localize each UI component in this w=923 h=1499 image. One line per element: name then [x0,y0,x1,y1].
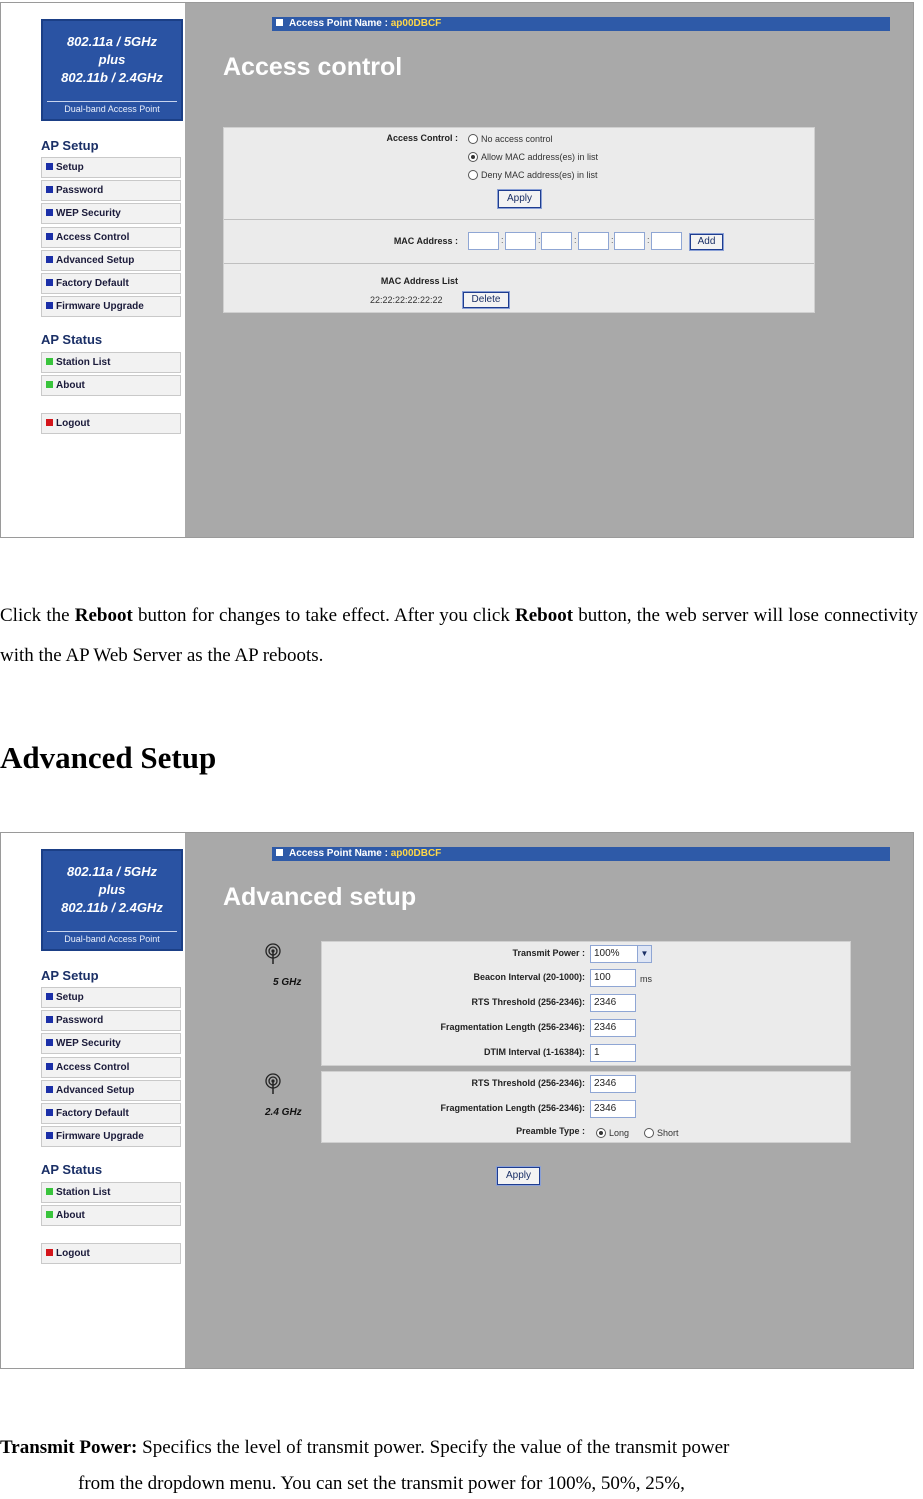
nav-bullet-icon [46,302,53,309]
square-bullet-icon [276,849,283,856]
mac-list-label: MAC Address List [380,276,458,286]
nav-bullet-icon [46,1211,53,1218]
rts-threshold-5-input[interactable]: 2346 [590,994,636,1012]
nav-bullet-icon [46,381,53,388]
screenshot-advanced-setup [0,832,914,1369]
apply-button[interactable]: Apply [497,1167,540,1185]
nav-bullet-icon [46,1016,53,1023]
mac-separator: : [501,235,504,245]
nav-factory-default[interactable]: Factory Default [41,273,181,294]
radio-icon [644,1128,654,1138]
mac-address-label: MAC Address : [393,236,458,246]
fragmentation-5-label: Fragmentation Length (256-2346): [440,1022,585,1032]
access-control-panel [223,127,815,313]
nav-bullet-icon [46,233,53,240]
radio-allow-mac[interactable]: Allow MAC address(es) in list [468,152,598,162]
chevron-down-icon: ▼ [637,946,651,962]
nav-about[interactable]: About [41,1205,181,1226]
nav-access-control[interactable]: Access Control [41,1057,181,1078]
radio-icon [468,134,478,144]
nav-firmware-upgrade[interactable]: Firmware Upgrade [41,1126,181,1147]
radio-preamble-long[interactable]: Long [596,1128,629,1138]
screenshot-access-control [0,2,914,538]
section-heading: Advanced Setup [0,740,217,775]
nav-password[interactable]: Password [41,1010,181,1031]
mac-separator: : [647,235,650,245]
ap-name-value: ap00DBCF [390,848,442,859]
ap-name-bar: Access Point Name : ap00DBCF [272,17,890,31]
nav-bullet-icon [46,1063,53,1070]
sidebar [1,3,185,537]
nav-bullet-icon [46,1249,53,1256]
nav-logout[interactable]: Logout [41,413,181,434]
radio-selected-icon [468,152,478,162]
add-button[interactable]: Add [690,234,723,250]
antenna-24ghz-icon [263,1073,283,1095]
nav-setup[interactable]: Setup [41,987,181,1008]
nav-bullet-icon [46,1039,53,1046]
page-title: Advanced setup [223,883,417,911]
nav-firmware-upgrade[interactable]: Firmware Upgrade [41,296,181,317]
mac-octet-1-input[interactable] [468,232,499,250]
nav-factory-default[interactable]: Factory Default [41,1103,181,1124]
nav-bullet-icon [46,186,53,193]
nav-wep-security[interactable]: WEP Security [41,203,181,224]
beacon-interval-input[interactable]: 100 [590,969,636,987]
ap-setup-title: AP Setup [41,968,99,983]
nav-bullet-icon [46,358,53,365]
nav-bullet-icon [46,1132,53,1139]
beacon-interval-label: Beacon Interval (20-1000): [473,972,585,982]
apply-button[interactable]: Apply [498,190,541,208]
five-ghz-panel [321,941,851,1066]
mac-separator: : [611,235,614,245]
nav-bullet-icon [46,419,53,426]
mac-octet-6-input[interactable] [651,232,682,250]
transmit-power-select[interactable]: 100% ▼ [590,945,652,963]
mac-separator: : [538,235,541,245]
square-bullet-icon [276,19,283,26]
preamble-type-label: Preamble Type : [516,1126,585,1136]
band-5ghz-label: 5 GHz [273,977,302,988]
ap-status-title: AP Status [41,1162,103,1177]
ap-status-title: AP Status [41,332,103,347]
radio-icon [468,170,478,180]
nav-bullet-icon [46,209,53,216]
delete-button[interactable]: Delete [463,292,509,308]
rts-threshold-24-label: RTS Threshold (256-2346): [471,1078,585,1088]
antenna-5ghz-icon [263,943,283,965]
ap-name-bar: Access Point Name : ap00DBCF [272,847,890,861]
dtim-interval-label: DTIM Interval (1-16384): [483,1047,585,1057]
nav-advanced-setup[interactable]: Advanced Setup [41,1080,181,1101]
mac-octet-2-input[interactable] [505,232,536,250]
product-logo: 802.11a / 5GHz plus 802.11b / 2.4GHz Dual-band Access Point [41,19,183,121]
page-title: Access control [223,53,403,81]
band-24ghz-label: 2.4 GHz [265,1107,302,1118]
mac-separator: : [574,235,577,245]
nav-setup[interactable]: Setup [41,157,181,178]
product-logo: 802.11a / 5GHz plus 802.11b / 2.4GHz Dual-band Access Point [41,849,183,951]
mac-octet-3-input[interactable] [541,232,572,250]
access-control-label: Access Control : [386,133,458,143]
ap-setup-title: AP Setup [41,138,99,153]
nav-bullet-icon [46,256,53,263]
nav-bullet-icon [46,1109,53,1116]
divider [224,263,814,264]
beacon-unit: ms [640,974,652,984]
radio-selected-icon [596,1128,606,1138]
two-four-ghz-panel [321,1071,851,1143]
nav-bullet-icon [46,1086,53,1093]
mac-octet-5-input[interactable] [614,232,645,250]
fragmentation-24-label: Fragmentation Length (256-2346): [440,1103,585,1113]
content-area [185,3,913,537]
nav-about[interactable]: About [41,375,181,396]
nav-station-list[interactable]: Station List [41,1182,181,1203]
nav-password[interactable]: Password [41,180,181,201]
nav-bullet-icon [46,1188,53,1195]
nav-logout[interactable]: Logout [41,1243,181,1264]
transmit-power-label: Transmit Power : [512,948,585,958]
radio-no-access-control[interactable]: No access control [468,134,553,144]
fragmentation-24-input[interactable]: 2346 [590,1100,636,1118]
nav-wep-security[interactable]: WEP Security [41,1033,181,1054]
rts-threshold-24-input[interactable]: 2346 [590,1075,636,1093]
ap-name-value: ap00DBCF [390,18,442,29]
nav-bullet-icon [46,279,53,286]
transmit-power-description: Transmit Power: Specifics the level of transmit power. Specify the value of the transmit power from the dropdown menu. You can set the transmit power for 100%, 50%, 25%, [0,1437,730,1494]
reboot-paragraph: Click the Reboot button for changes to take effect. After you click Reboot button, the web server will lose connectivity with the AP Web Server as the AP reboots. [0,605,918,666]
nav-bullet-icon [46,163,53,170]
rts-threshold-5-label: RTS Threshold (256-2346): [471,997,585,1007]
sidebar [1,833,185,1368]
divider [224,219,814,220]
mac-list-entry: 22:22:22:22:22:22 [370,295,443,305]
nav-access-control[interactable]: Access Control [41,227,181,248]
dtim-interval-input[interactable]: 1 [590,1044,636,1062]
nav-station-list[interactable]: Station List [41,352,181,373]
nav-advanced-setup[interactable]: Advanced Setup [41,250,181,271]
fragmentation-5-input[interactable]: 2346 [590,1019,636,1037]
content-area [185,833,913,1368]
nav-bullet-icon [46,993,53,1000]
mac-octet-4-input[interactable] [578,232,609,250]
radio-deny-mac[interactable]: Deny MAC address(es) in list [468,170,598,180]
radio-preamble-short[interactable]: Short [644,1128,679,1138]
